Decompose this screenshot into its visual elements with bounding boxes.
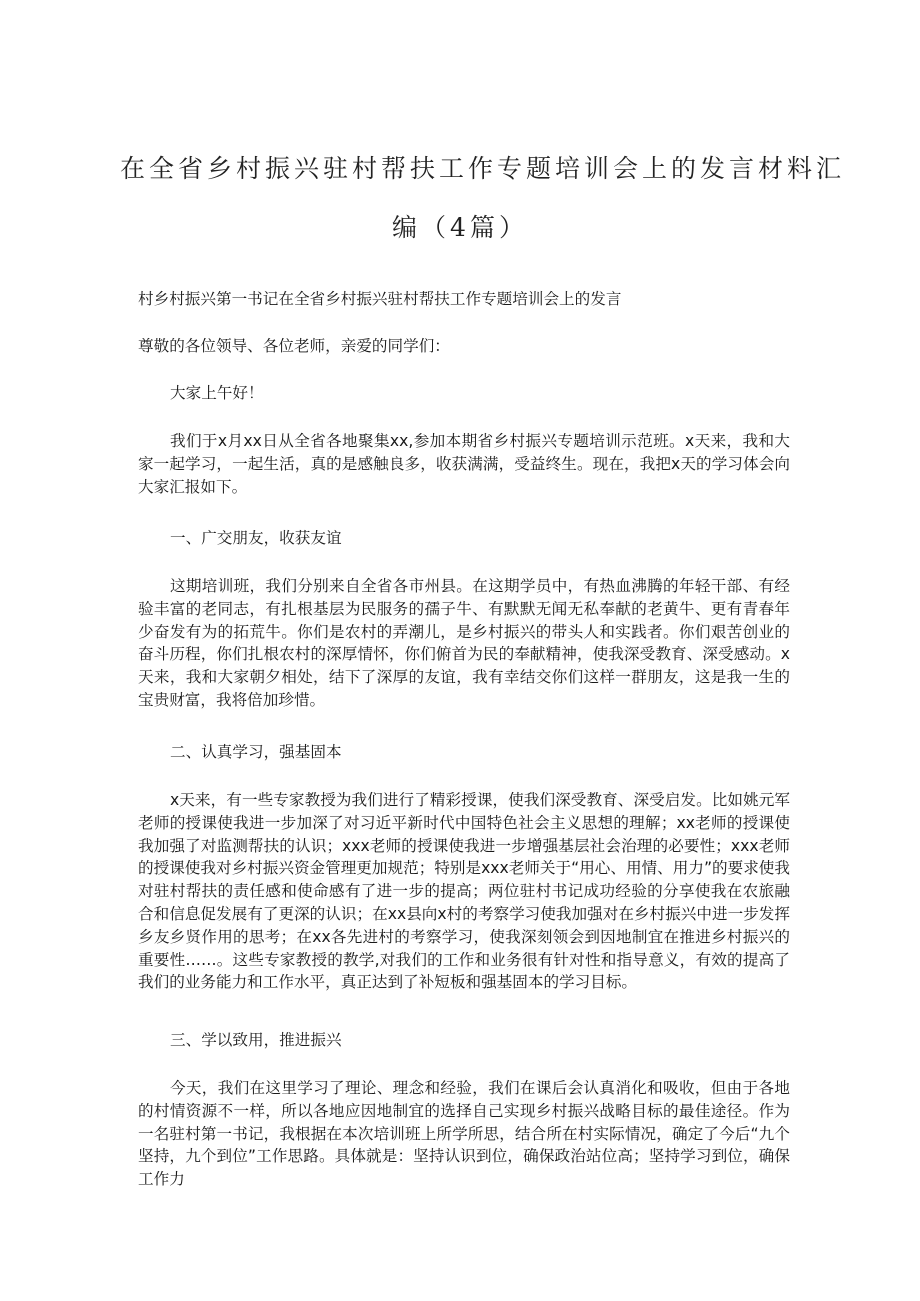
- salutation: 尊敬的各位领导、各位老师，亲爱的同学们：: [138, 337, 450, 355]
- speech-subtitle: 村乡村振兴第一书记在全省乡村振兴驻村帮扶工作专题培训会上的发言: [138, 290, 622, 308]
- document-title-line1: 在全省乡村振兴驻村帮扶工作专题培训会上的发言材料汇: [120, 154, 846, 183]
- greeting: 大家上午好！: [170, 384, 264, 402]
- section-heading-2: 二、认真学习，强基固本: [170, 743, 342, 761]
- document-title-line2: 编（4篇）: [392, 213, 528, 242]
- section-paragraph-1: 这期培训班，我们分别来自全省各市州县。在这期学员中，有热血沸腾的年轻干部、有经验丰富的老同志，有扎根基层为民服务的孺子牛、有默默无闻无私奉献的老黄牛、更有青春年少奋发有为的拓荒牛。你们是农村的弄潮儿，是乡村振兴的带头人和实践者。你们艰苦创业的奋斗历程，你们扎根农村的深厚情怀，你们俯首为民的奉献精神，使我深受教育、深受感动。x天来，我和大家朝夕相处，结下了深厚的友谊，我有幸结交你们这样一群朋友，这是我一生的宝贵财富，我将倍加珍惜。: [138, 577, 790, 709]
- section-heading-1: 一、广交朋友，收获友谊: [170, 529, 342, 547]
- intro-paragraph: 我们于x月xx日从全省各地聚集xx,参加本期省乡村振兴专题培训示范班。x天来，我和大家一起学习，一起生活，真的是感触良多，收获满满，受益终生。现在，我把x天的学习体会向大家汇报如下。: [138, 432, 790, 496]
- section-paragraph-2: x天来，有一些专家教授为我们进行了精彩授课，使我们深受教育、深受启发。比如姚元军老师的授课使我进一步加深了对习近平新时代中国特色社会主义思想的理解；xx老师的授课使我加强了对监测帮扶的认识；xxx老师的授课使我进一步增强基层社会治理的必要性；xxx老师的授课使我对乡村振兴资金管理更加规范；特别是xxx老师关于“用心、用情、用力”的要求使我对驻村帮扶的责任感和使命感有了进一步的提高；两位驻村书记成功经验的分享使我在农旅融合和信息促发展有了更深的认识；在xx县向x村的考察学习使我加强对在乡村振兴中进一步发挥乡友乡贤作用的思考；在xx各先进村的考察学习，使我深刻领会到因地制宜在推进乡村振兴的重要性……。这些专家教授的教学,对我们的工作和业务很有针对性和指导意义，有效的提高了我们的业务能力和工作水平，真正达到了补短板和强基固本的学习目标。: [138, 791, 790, 992]
- section-paragraph-3: 今天，我们在这里学习了理论、理念和经验，我们在课后会认真消化和吸收，但由于各地的村情资源不一样，所以各地应因地制宜的选择自己实现乡村振兴战略目标的最佳途径。作为一名驻村第一书记，我根据在本次培训班上所学所思，结合所在村实际情况，确定了今后“九个坚持，九个到位”工作思路。具体就是：坚持认识到位，确保政治站位高；坚持学习到位，确保工作力: [138, 1079, 790, 1189]
- section-heading-3: 三、学以致用，推进振兴: [170, 1031, 342, 1049]
